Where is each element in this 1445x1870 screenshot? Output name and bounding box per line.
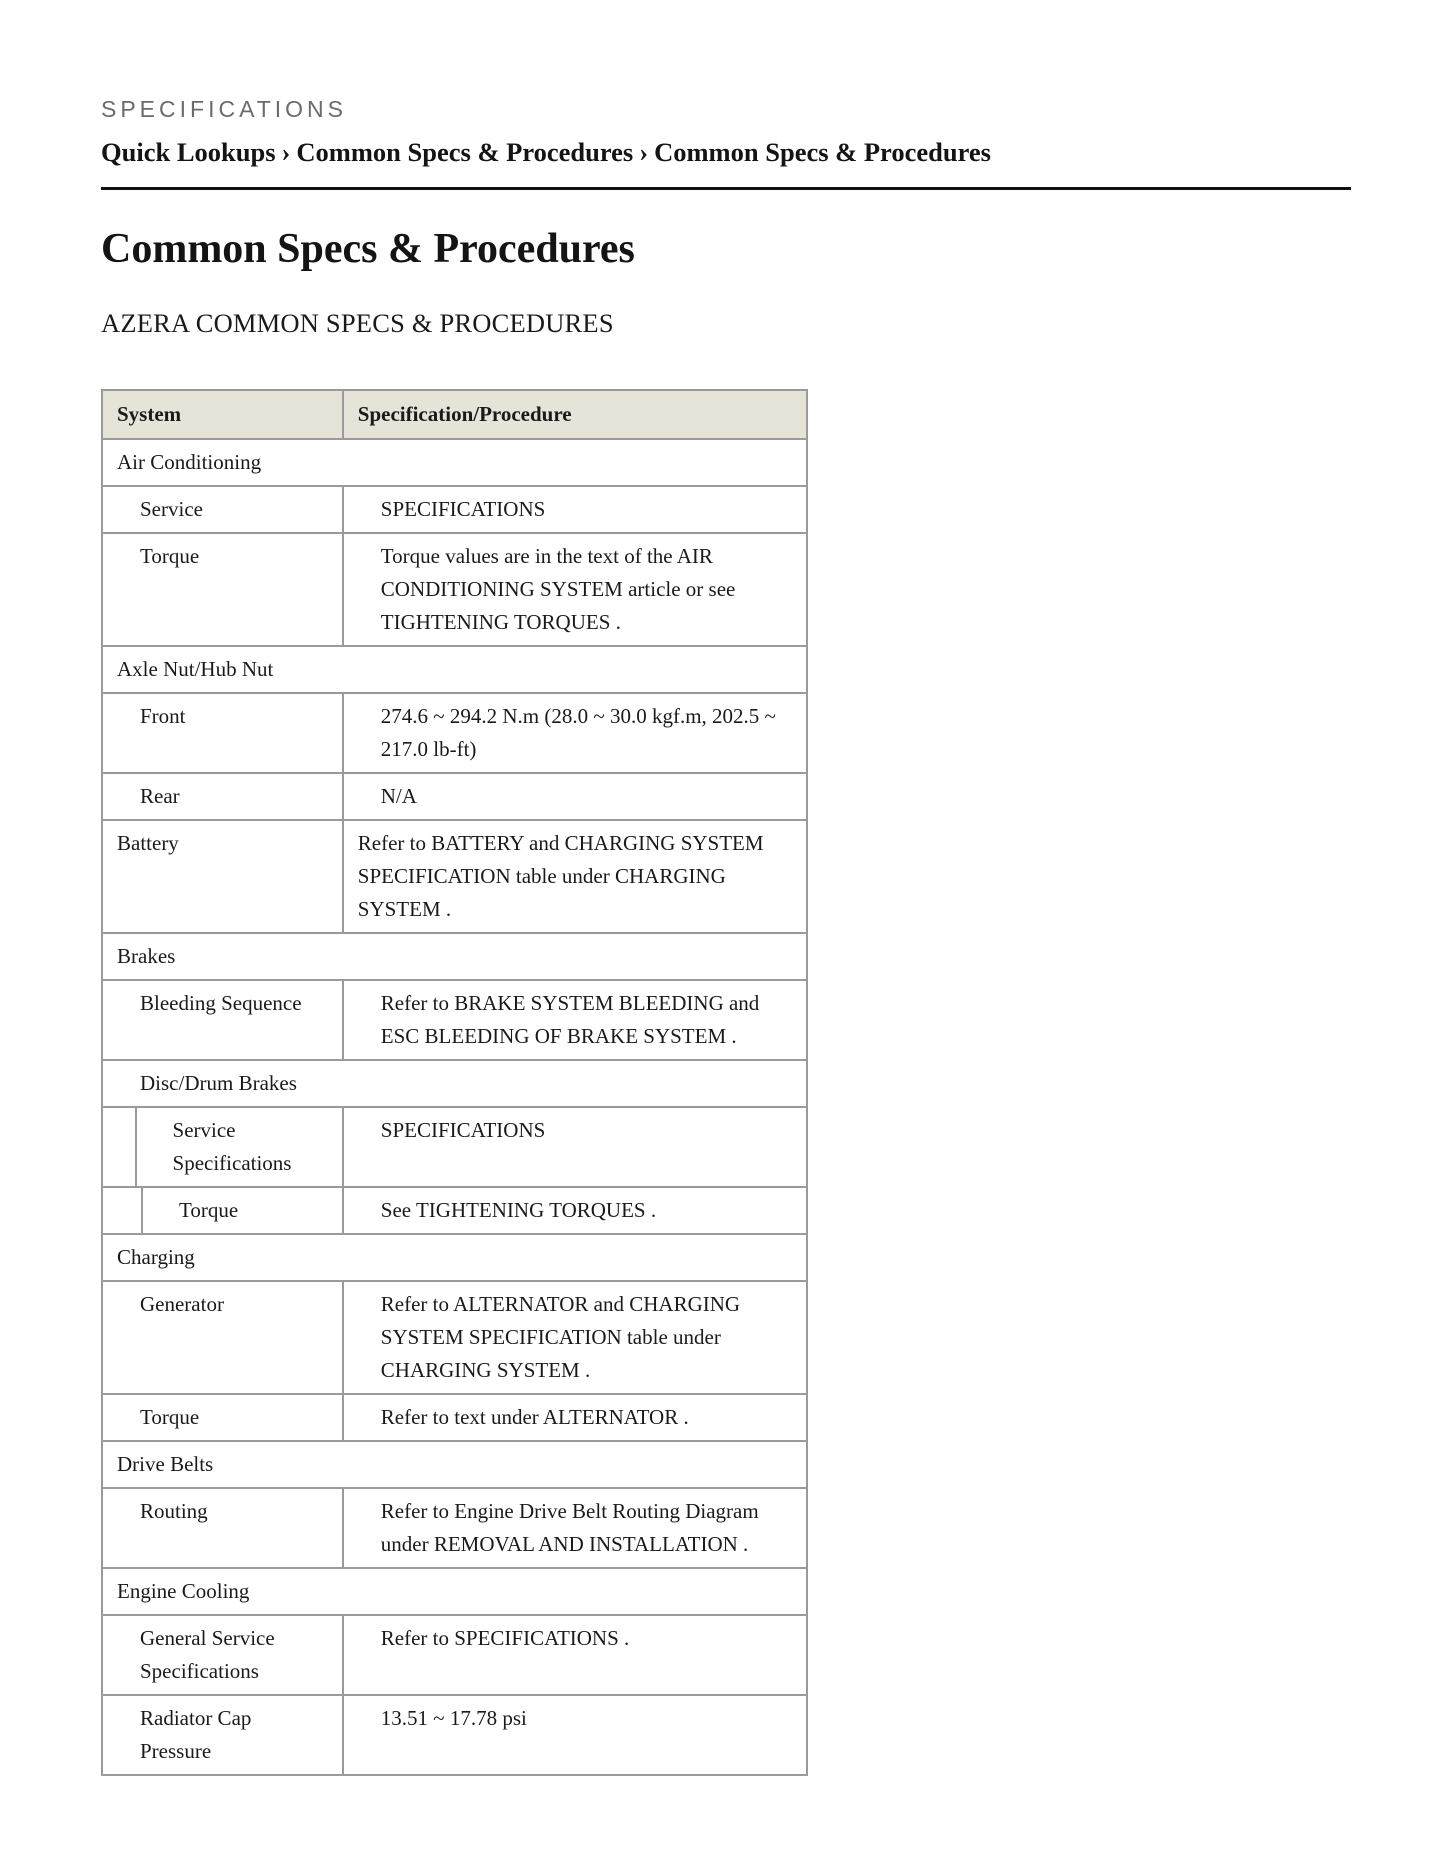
system-label: Torque [179, 1198, 239, 1222]
spec-cell: SPECIFICATIONS [343, 486, 807, 533]
table-row [102, 1488, 807, 1568]
system-cell: General Service Specifications [102, 1615, 343, 1695]
nested-cell-wrapper [103, 1188, 342, 1233]
group-label: Engine Cooling [102, 1568, 807, 1615]
spec-cell: See TIGHTENING TORQUES . [343, 1187, 807, 1234]
spec-cell: 13.51 ~ 17.78 psi [343, 1695, 807, 1775]
system-cell: Generator [102, 1281, 343, 1394]
system-cell [102, 1187, 343, 1234]
table-group-row [102, 1060, 807, 1107]
indent-stub [103, 1108, 137, 1186]
spec-cell: Refer to text under ALTERNATOR . [343, 1394, 807, 1441]
table-row [102, 1187, 807, 1234]
specs-table [101, 389, 808, 1776]
breadcrumb-item-current: Common Specs & Procedures [654, 137, 991, 167]
table-row [102, 486, 807, 533]
table-row [102, 693, 807, 773]
spec-cell: Refer to SPECIFICATIONS . [343, 1615, 807, 1695]
table-group-row [102, 646, 807, 693]
group-label: Axle Nut/Hub Nut [102, 646, 807, 693]
page-title: Common Specs & Procedures [101, 226, 635, 272]
table-row [102, 1615, 807, 1695]
breadcrumb-item[interactable]: Common Specs & Procedures [296, 137, 634, 167]
nested-cell-wrapper [103, 1108, 342, 1186]
table-row [102, 980, 807, 1060]
group-label: Drive Belts [102, 1441, 807, 1488]
group-label: Air Conditioning [102, 439, 807, 486]
table-body [102, 439, 807, 1775]
table-group-row [102, 933, 807, 980]
spec-cell: Refer to BRAKE SYSTEM BLEEDING and ESC BLEEDING OF BRAKE SYSTEM . [343, 980, 807, 1060]
spec-cell: N/A [343, 773, 807, 820]
system-cell: Radiator Cap Pressure [102, 1695, 343, 1775]
spec-cell: 274.6 ~ 294.2 N.m (28.0 ~ 30.0 kgf.m, 202.5 ~ 217.0 lb-ft) [343, 693, 807, 773]
system-cell: Battery [102, 820, 343, 933]
page-subtitle: AZERA COMMON SPECS & PROCEDURES [101, 308, 614, 338]
column-header-system: System [102, 390, 343, 439]
table-header-row [102, 390, 807, 439]
column-header-specification: Specification/Procedure [343, 390, 807, 439]
spec-cell: Torque values are in the text of the AIR CONDITIONING SYSTEM article or see TIGHTENING TORQUES . [343, 533, 807, 646]
table-row [102, 1695, 807, 1775]
table-row [102, 773, 807, 820]
system-cell [102, 1107, 343, 1187]
table-row [102, 820, 807, 933]
spec-cell: Refer to BATTERY and CHARGING SYSTEM SPECIFICATION table under CHARGING SYSTEM . [343, 820, 807, 933]
system-label: Service Specifications [172, 1118, 292, 1175]
system-cell: Torque [102, 1394, 343, 1441]
breadcrumb-item[interactable]: Quick Lookups [101, 137, 276, 167]
table-group-row [102, 1234, 807, 1281]
spec-cell: SPECIFICATIONS [343, 1107, 807, 1187]
group-label: Disc/Drum Brakes [102, 1060, 807, 1107]
system-cell: Service [102, 486, 343, 533]
spec-cell: Refer to Engine Drive Belt Routing Diagram under REMOVAL AND INSTALLATION . [343, 1488, 807, 1568]
section-kicker: SPECIFICATIONS [101, 96, 347, 122]
breadcrumb-separator: › [639, 137, 649, 167]
system-cell: Rear [102, 773, 343, 820]
system-cell: Torque [102, 533, 343, 646]
table-group-row [102, 439, 807, 486]
spec-cell: Refer to ALTERNATOR and CHARGING SYSTEM SPECIFICATION table under CHARGING SYSTEM . [343, 1281, 807, 1394]
header-divider [101, 187, 1351, 190]
breadcrumb-separator: › [281, 137, 291, 167]
table-row [102, 1107, 807, 1187]
table-row [102, 1394, 807, 1441]
table-row [102, 1281, 807, 1394]
table-group-row [102, 1441, 807, 1488]
breadcrumb [101, 137, 991, 168]
table-group-row [102, 1568, 807, 1615]
table-row [102, 533, 807, 646]
system-cell: Front [102, 693, 343, 773]
indent-stub [103, 1188, 143, 1233]
group-label: Brakes [102, 933, 807, 980]
system-cell: Bleeding Sequence [102, 980, 343, 1060]
group-label: Charging [102, 1234, 807, 1281]
system-cell: Routing [102, 1488, 343, 1568]
